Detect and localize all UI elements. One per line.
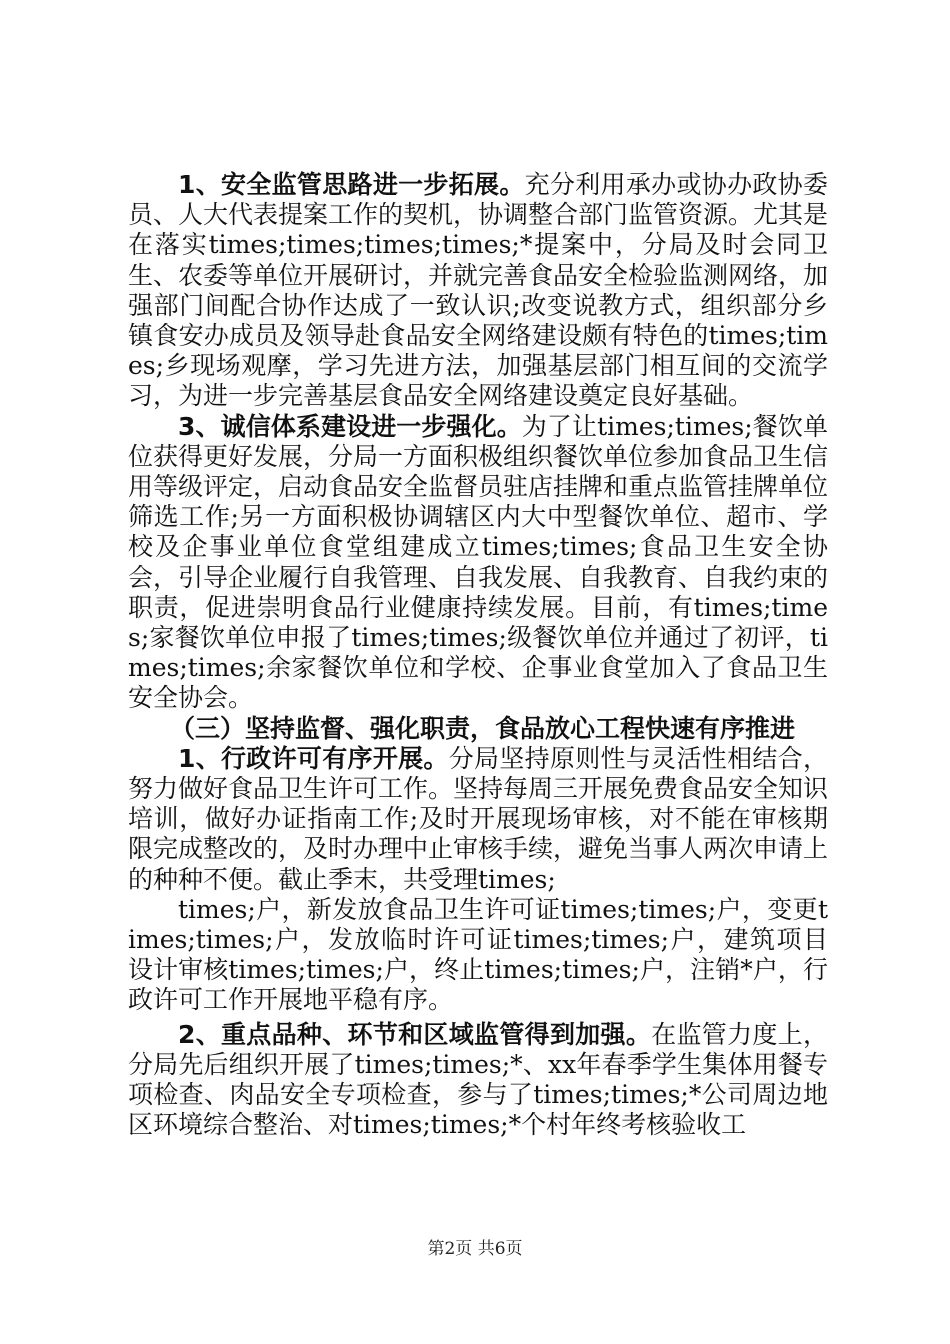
paragraph-text: 分局坚持原则性与灵活性相结合，努力做好食品卫生许可工作。坚持每周三开展免费食品安全知识培训，做好办证指南工作;及时开展现场审核，对不能在审核期限完成整改的，及时办理中止审核手续，避免当事人两次申请上的种种不便。截止季末，共受理times; [128, 743, 829, 894]
paragraph-title: 3、诚信体系建设进一步强化。 [178, 411, 522, 441]
document-body [128, 170, 828, 1141]
page-footer: 第2页 共6页 [427, 1239, 523, 1259]
paragraph-key-supervision [128, 1020, 828, 1141]
section-heading: （三）坚持监督、强化职责，食品放心工程快速有序推进 [170, 713, 796, 743]
paragraph-safety-supervision [128, 170, 828, 412]
paragraph-continuation: times;户，新发放食品卫生许可证times;times;户，变更times;times;户，发放临时许可证times;times;户，建筑项目设计审核times;times;户，终止times;times;户，注销*户，行政许可工作开展地平稳有序。 [128, 894, 828, 1015]
paragraph-title: 1、行政许可有序开展。 [178, 743, 449, 773]
paragraph-text: 充分利用承办或协办政协委员、人大代表提案工作的契机，协调整合部门监管资源。尤其是在落实times;times;times;times;*提案中，分局及时会同卫生、农委等单位开展研讨，并就完善食品安全检验监测网络，加强部门间配合协作达成了一致认识;改变说教方式，组织部分乡镇食安办成员及领导赴食品安全网络建设颇有特色的times;times;乡现场观摩，学习先进方法，加强基层部门相互间的交流学习，为进一步完善基层食品安全网络建设奠定良好基础。 [128, 170, 829, 411]
paragraph-title: 1、安全监管思路进一步拓展。 [178, 170, 525, 199]
paragraph-text: 为了让times;times;餐饮单位获得更好发展，分局一方面积极组织餐饮单位参加食品卫生信用等级评定，启动食品安全监督员驻店挂牌和重点监管挂牌单位筛选工作;另一方面积极协调辖区内大中型餐饮单位、超市、学校及企事业单位食堂组建成立times;times;食品卫生安全协会，引导企业履行自我管理、自我发展、自我教育、自我约束的职责，促进崇明食品行业健康持续发展。目前，有times;times;家餐饮单位申报了times;times;级餐饮单位并通过了初评，times;times;余家餐饮单位和学校、企事业食堂加入了食品卫生安全协会。 [128, 411, 829, 713]
paragraph-credit-system [128, 412, 828, 714]
paragraph-administrative-licensing [128, 744, 828, 895]
paragraph-title: 2、重点品种、环节和区域监管得到加强。 [178, 1019, 652, 1049]
paragraph-text: 在监管力度上，分局先后组织开展了times;times;*、xx年春季学生集体用餐专项检查、肉品安全专项检查，参与了times;times;*公司周边地区环境综合整治、对times;times;*个村年终考核验收工 [128, 1019, 828, 1140]
